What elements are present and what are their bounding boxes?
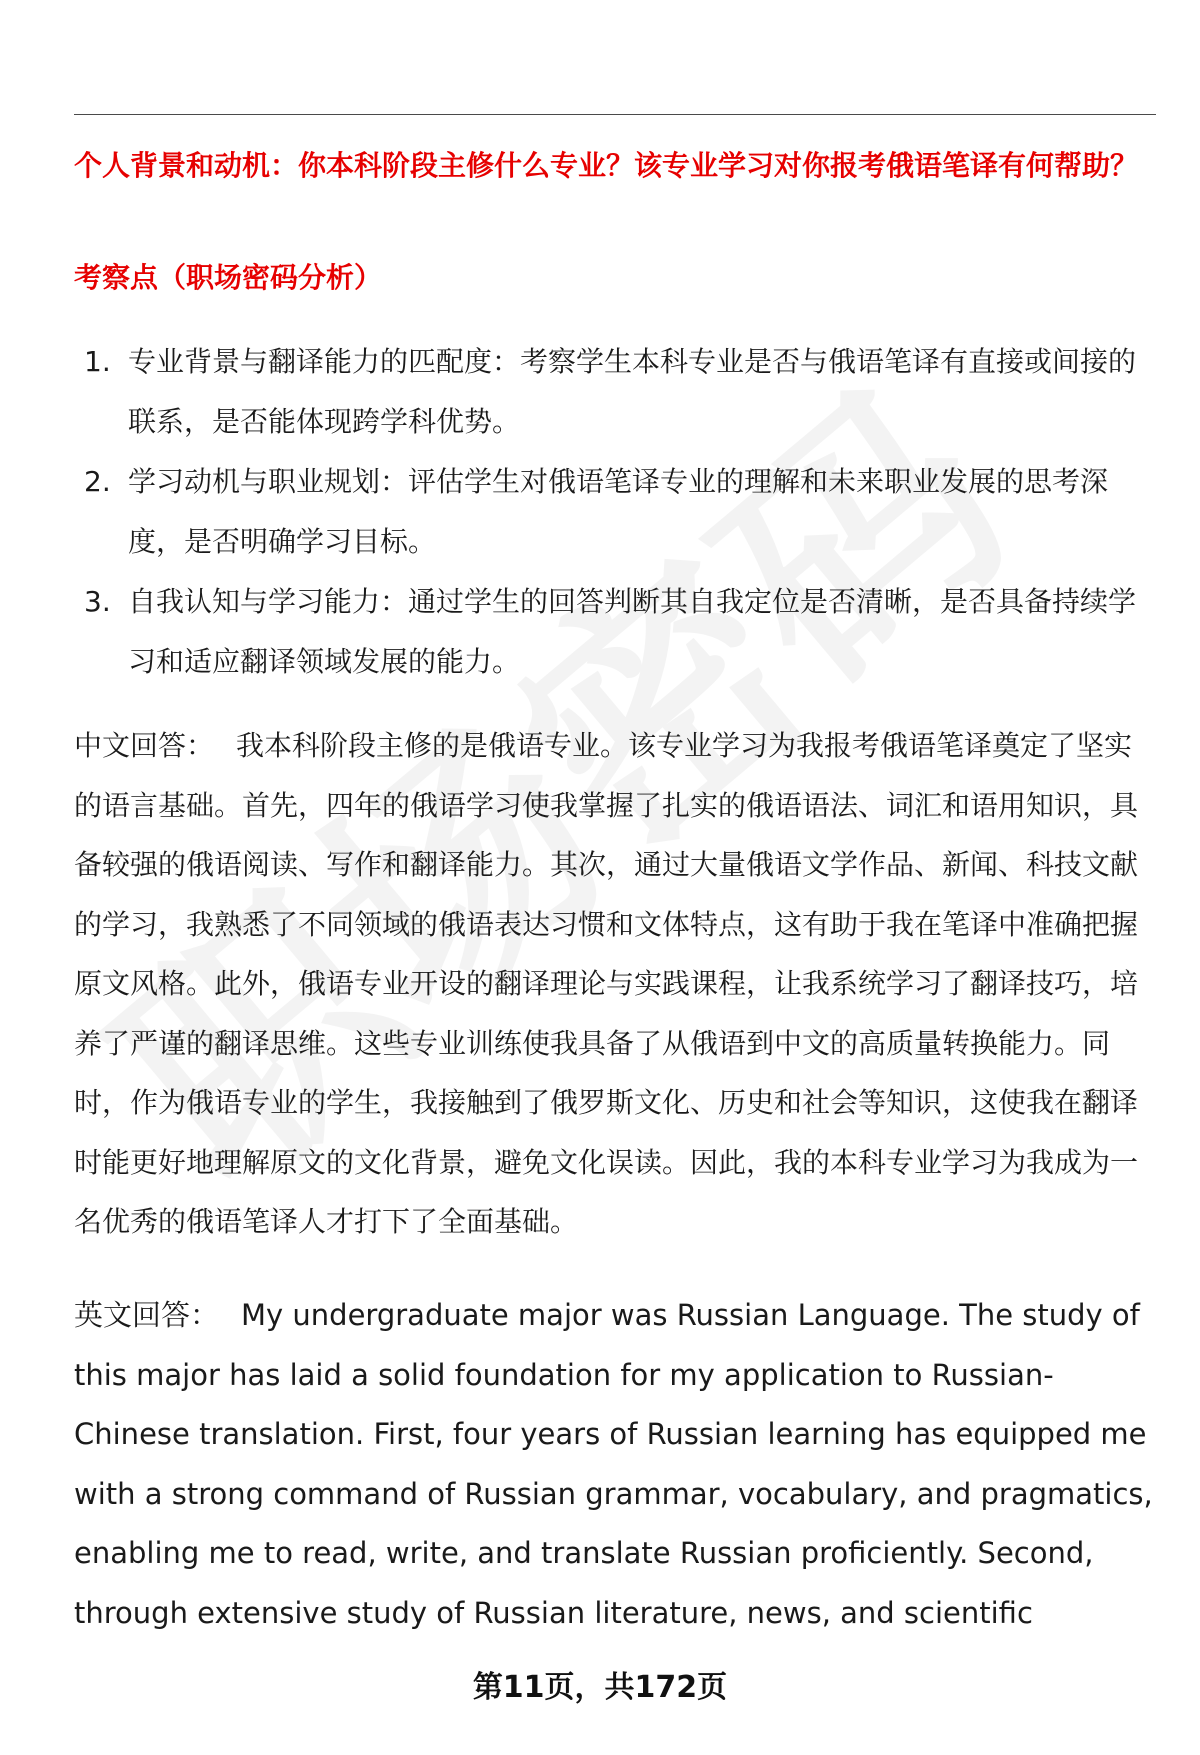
focus-points-title: 考察点（职场密码分析） [74,261,383,294]
english-answer-text: My undergraduate major was Russian Language. The study of this major has laid a solid foundation for my application to Russian-Chinese translation. First, four years of Russian learning has equipped me with a strong command of Russian grammar, vocabulary, and pragmatics, enabling me to read, write, and translate Russian proficiently. Second, through extensive study of Russian literature, news, and scientific [74,1298,1153,1630]
list-item-text: 专业背景与翻译能力的匹配度：考察学生本科专业是否与俄语笔译有直接或间接的联系，是否能体现跨学科优势。 [128,345,1137,438]
header-divider [74,114,1156,115]
list-item-text: 自我认知与学习能力：通过学生的回答判断其自我定位是否清晰，是否具备持续学习和适应翻译领域发展的能力。 [128,585,1137,678]
chinese-answer-label: 中文回答： [74,729,215,762]
focus-points-list [74,332,1156,692]
chinese-answer [74,716,1156,1252]
list-item-number: 2. [84,465,111,498]
question-heading: 个人背景和动机：你本科阶段主修什么专业？该专业学习对你报考俄语笔译有何帮助？ [74,149,1139,182]
list-item-text: 学习动机与职业规划：评估学生对俄语笔译专业的理解和未来职业发展的思考深度，是否明确学习目标。 [128,465,1109,558]
page-number: 第11页，共172页 [472,1670,728,1705]
list-item-number: 3. [84,585,111,618]
chinese-answer-text: 我本科阶段主修的是俄语专业。该专业学习为我报考俄语笔译奠定了坚实的语言基础。首先，四年的俄语学习使我掌握了扎实的俄语语法、词汇和语用知识，具备较强的俄语阅读、写作和翻译能力。其次，通过大量俄语文学作品、新闻、科技文献的学习，我熟悉了不同领域的俄语表达习惯和文体特点，这有助于我在笔译中准确把握原文风格。此外，俄语专业开设的翻译理论与实践课程，让我系统学习了翻译技巧，培养了严谨的翻译思维。这些专业训练使我具备了从俄语到中文的高质量转换能力。同时，作为俄语专业的学生，我接触到了俄罗斯文化、历史和社会等知识，这使我在翻译时能更好地理解原文的文化背景，避免文化误读。因此，我的本科专业学习为我成为一名优秀的俄语笔译人才打下了全面基础。 [74,729,1139,1238]
list-item [74,332,1156,452]
list-item [74,572,1156,692]
list-item [74,452,1156,572]
list-item-number: 1. [84,345,111,378]
english-answer-label: 英文回答： [74,1298,220,1332]
english-answer [74,1286,1156,1643]
